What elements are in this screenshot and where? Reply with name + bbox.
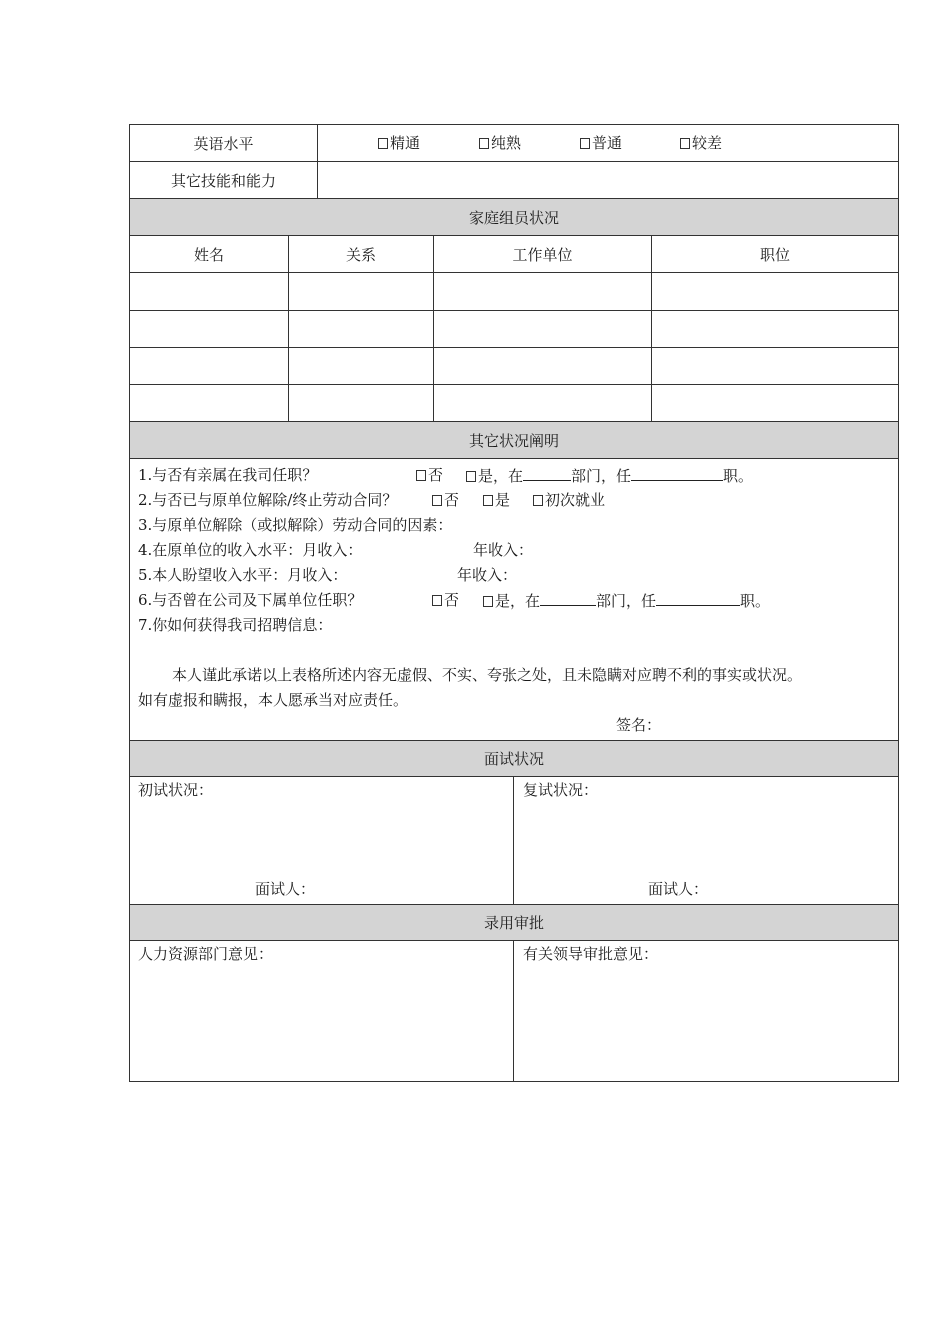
- checkbox-icon[interactable]: [432, 495, 442, 506]
- checkbox-icon[interactable]: [466, 471, 476, 482]
- department-blank[interactable]: [540, 590, 596, 606]
- question-3-text: 3.与原单位解除（或拟解除）劳动合同的因素：: [138, 516, 453, 534]
- position-blank[interactable]: [656, 590, 740, 606]
- other-status-header: [130, 422, 898, 459]
- checkbox-icon[interactable]: [680, 138, 690, 149]
- approval-section-title: 录用审批: [483, 914, 544, 932]
- checkbox-icon[interactable]: [432, 595, 442, 606]
- second-interviewer-label: 面试人：: [648, 880, 709, 898]
- hr-opinion-label: 人力资源部门意见：: [138, 945, 274, 963]
- family-row[interactable]: [130, 311, 898, 348]
- question-5-year: 年收入：: [457, 566, 518, 584]
- checkbox-icon[interactable]: [533, 495, 543, 506]
- question-7-text: 7.你如何获得我司招聘信息：: [138, 616, 333, 634]
- question-4-year: 年收入：: [473, 541, 534, 559]
- question-6-text: 6.与否曾在公司及下属单位任职？: [138, 591, 363, 609]
- checkbox-icon[interactable]: [580, 138, 590, 149]
- checkbox-icon[interactable]: [483, 596, 493, 607]
- interview-section-header: [130, 741, 898, 776]
- family-section-header: [130, 199, 898, 236]
- divider: [129, 458, 899, 459]
- english-label: 英语水平: [193, 134, 254, 153]
- question-5-text: 5.本人盼望收入水平：月收入：: [138, 566, 348, 584]
- position-blank[interactable]: [631, 465, 723, 481]
- question-6-no[interactable]: 否: [432, 590, 459, 610]
- question-4-text: 4.在原单位的收入水平：月收入：: [138, 541, 363, 559]
- family-row[interactable]: [130, 385, 898, 422]
- column-header-relation: 关系: [345, 246, 376, 264]
- question-1-yes[interactable]: 是，在 部门，任 职。: [466, 465, 753, 486]
- question-2-no[interactable]: 否: [432, 490, 459, 510]
- pledge-line-1: 本人谨此承诺以上表格所述内容无虚假、不实、夸张之处，且未隐瞒对应聘不利的事实或状况。: [172, 666, 803, 684]
- question-2-first-job[interactable]: 初次就业: [533, 490, 605, 510]
- option-average[interactable]: 普通: [580, 133, 622, 153]
- other-skills-field[interactable]: [318, 162, 898, 199]
- leader-approval-label: 有关领导审批意见：: [523, 945, 659, 963]
- first-interview-label: 初试状况：: [138, 781, 214, 799]
- signature-label: 签名：: [616, 716, 662, 734]
- option-skilled[interactable]: 纯熟: [479, 133, 521, 153]
- interview-section-title: 面试状况: [483, 750, 544, 768]
- checkbox-icon[interactable]: [483, 495, 493, 506]
- option-poor[interactable]: 较差: [680, 133, 722, 153]
- department-blank[interactable]: [523, 465, 571, 481]
- column-header-position: 职位: [759, 246, 790, 264]
- column-header-name: 姓名: [193, 246, 224, 264]
- column-header-employer: 工作单位: [512, 246, 573, 264]
- family-row[interactable]: [130, 348, 898, 385]
- question-2-text: 2.与否已与原单位解除/终止劳动合同？: [138, 491, 398, 509]
- question-6-yes[interactable]: 是，在 部门，任 职。: [483, 590, 770, 611]
- option-proficient[interactable]: 精通: [378, 133, 420, 153]
- checkbox-icon[interactable]: [416, 470, 426, 481]
- approval-section-header: [130, 905, 898, 940]
- checkbox-icon[interactable]: [479, 138, 489, 149]
- family-section-title: 家庭组员状况: [468, 209, 559, 227]
- other-status-title: 其它状况阐明: [468, 432, 559, 450]
- first-interviewer-label: 面试人：: [255, 880, 316, 898]
- pledge-line-2: 如有虚报和瞒报，本人愿承当对应责任。: [138, 691, 409, 709]
- checkbox-icon[interactable]: [378, 138, 388, 149]
- other-skills-label: 其它技能和能力: [170, 172, 276, 190]
- family-row[interactable]: [130, 273, 898, 310]
- question-1-no[interactable]: 否: [416, 465, 443, 485]
- second-interview-label: 复试状况：: [523, 781, 599, 799]
- question-1-text: 1.与否有亲属在我司任职？: [138, 466, 318, 484]
- question-2-yes[interactable]: 是: [483, 490, 510, 510]
